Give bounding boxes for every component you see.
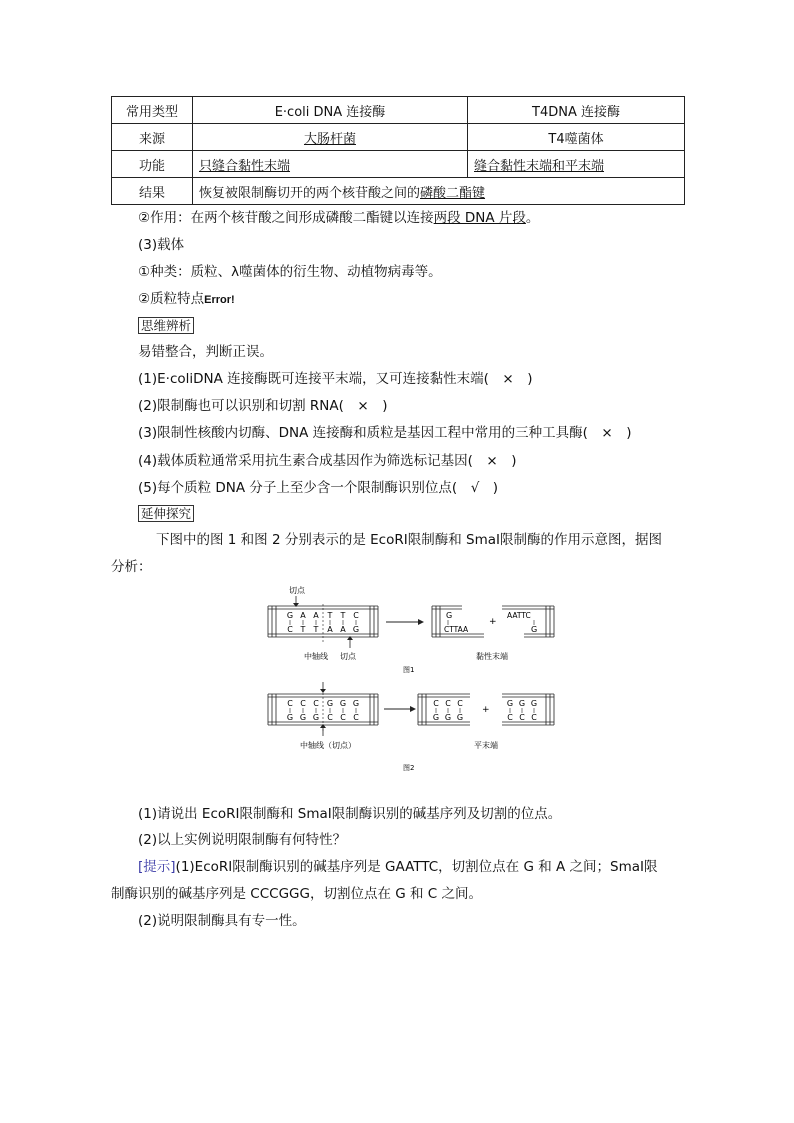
hint-line <box>138 857 658 877</box>
base-letter: C <box>353 713 359 722</box>
sticky-end-sequence: G <box>531 625 538 634</box>
hint-text: (1)EcoRⅠ限制酶识别的碱基序列是 GAATTC，切割位点在 G 和 A 之间；SmaⅠ限 <box>175 859 658 875</box>
plasmid-feature-line <box>138 289 235 310</box>
table-cell: T4DNA 连接酶 <box>468 97 685 124</box>
base-letter: C <box>287 699 293 708</box>
table-cell: 缝合黏性末端和平末端 <box>474 158 605 174</box>
base-letter: G <box>326 699 334 708</box>
plus-sign: + <box>482 705 490 715</box>
figure-caption: 图1 <box>403 666 415 674</box>
underlined-term: 两段 DNA 片段 <box>433 210 526 226</box>
table-cell: 来源 <box>112 124 193 151</box>
boxed-label: 思维辨析 <box>138 317 194 334</box>
base-letter: T <box>340 611 346 620</box>
arrow-head <box>418 619 424 625</box>
table-cell: 只缝合黏性末端 <box>199 158 291 174</box>
base-letter: G <box>299 713 307 722</box>
base-letter: G <box>530 699 538 708</box>
base-letter: G <box>352 699 360 708</box>
axis-label: 中轴线（切点） <box>300 741 356 750</box>
vector-types-line: ①种类：质粒、λ噬菌体的衍生物、动植物病毒等。 <box>138 264 442 280</box>
sticky-end-sequence: G <box>446 611 453 620</box>
base-letter: C <box>531 713 537 722</box>
base-letter: C <box>457 699 463 708</box>
hint-line: (2)说明限制酶具有专一性。 <box>138 913 306 929</box>
table-row <box>112 151 685 178</box>
base-letter: A <box>340 625 346 634</box>
base-letter: C <box>507 713 513 722</box>
text-span: 。 <box>525 210 540 226</box>
axis-label: 中轴线 <box>304 652 328 661</box>
section-label <box>138 504 194 524</box>
vector-heading: (3)载体 <box>138 237 185 253</box>
base-letter: G <box>286 611 294 620</box>
text-span: ②质粒特点 <box>138 291 205 307</box>
sticky-end-label: 黏性末端 <box>476 652 508 661</box>
base-letter: G <box>444 713 452 722</box>
base-letter: G <box>339 699 347 708</box>
blunt-end-label: 平末端 <box>474 741 498 750</box>
cut-point-label: 切点 <box>289 586 305 595</box>
base-letter: G <box>352 625 360 634</box>
table-cell <box>193 178 685 205</box>
question-item: (1)E·coliDNA 连接酶既可连接平末端，又可连接黏性末端( × ) <box>138 371 533 387</box>
table-row <box>112 178 685 205</box>
result-text: 恢复被限制酶切开的两个核苷酸之间的 <box>199 185 421 201</box>
base-letter: C <box>300 699 306 708</box>
table-cell: E·coli DNA 连接酶 <box>193 97 468 124</box>
instruction-line: 易错整合，判断正误。 <box>138 344 273 360</box>
analysis-question: (2)以上实例说明限制酶有何特性？ <box>138 832 347 848</box>
base-letter: T <box>313 625 319 634</box>
base-letter: C <box>313 699 319 708</box>
hint-line: 制酶识别的碱基序列是 CCCGGG，切割位点在 G 和 C 之间。 <box>111 886 483 902</box>
analysis-question: (1)请说出 EcoRⅠ限制酶和 SmaⅠ限制酶识别的碱基序列及切割的位点。 <box>138 806 562 822</box>
base-letter: C <box>445 699 451 708</box>
base-letter: C <box>519 713 525 722</box>
base-letter: A <box>300 611 306 620</box>
arrow-head <box>293 603 299 607</box>
figure-caption: 图2 <box>403 764 415 772</box>
table-cell: 结果 <box>112 178 193 205</box>
section-label <box>138 316 194 336</box>
base-letter: T <box>300 625 306 634</box>
text-span: ②作用：在两个核苷酸之间形成磷酸二酯键以连接 <box>138 210 434 226</box>
table-cell: T4噬菌体 <box>468 124 685 151</box>
table-row <box>112 124 685 151</box>
table-cell: 功能 <box>112 151 193 178</box>
base-letter: G <box>506 699 514 708</box>
function-line <box>138 208 539 228</box>
sticky-end-sequence: AATTC <box>507 611 531 620</box>
table-cell: 常用类型 <box>112 97 193 124</box>
question-item: (3)限制性核酸内切酶、DNA 连接酶和质粒是基因工程中常用的三种工具酶( × ) <box>138 425 632 441</box>
plus-sign: + <box>489 617 497 627</box>
error-text: Error! <box>204 294 235 306</box>
ligase-comparison-table <box>111 96 685 205</box>
base-letter: G <box>312 713 320 722</box>
sticky-end-sequence: CTTAA <box>444 625 469 634</box>
intro-line: 下图中的图 1 和图 2 分别表示的是 EcoRⅠ限制酶和 SmaⅠ限制酶的作用示意图，据图 <box>156 532 662 548</box>
restriction-enzyme-figure <box>260 582 560 777</box>
table-row <box>112 97 685 124</box>
question-item: (2)限制酶也可以识别和切割 RNA( × ) <box>138 398 388 414</box>
base-letter: G <box>456 713 464 722</box>
base-letter: C <box>327 713 333 722</box>
boxed-label: 延伸探究 <box>138 505 194 522</box>
question-item: (5)每个质粒 DNA 分子上至少含一个限制酶识别位点( √ ) <box>138 480 499 496</box>
base-letter: C <box>353 611 359 620</box>
question-item: (4)载体质粒通常采用抗生素合成基因作为筛选标记基因( × ) <box>138 453 517 469</box>
result-keyword: 磷酸二酯键 <box>420 185 486 201</box>
base-letter: C <box>340 713 346 722</box>
table-cell: 大肠杆菌 <box>303 131 356 147</box>
hint-label: [提示] <box>138 859 176 875</box>
base-letter: A <box>313 611 319 620</box>
base-letter: G <box>432 713 440 722</box>
base-letter: C <box>287 625 293 634</box>
cut-point-label: 切点 <box>340 652 356 661</box>
base-letter: C <box>433 699 439 708</box>
intro-line: 分析： <box>111 559 152 575</box>
base-letter: T <box>327 611 333 620</box>
base-letter: G <box>286 713 294 722</box>
base-letter: A <box>327 625 333 634</box>
base-letter: G <box>518 699 526 708</box>
